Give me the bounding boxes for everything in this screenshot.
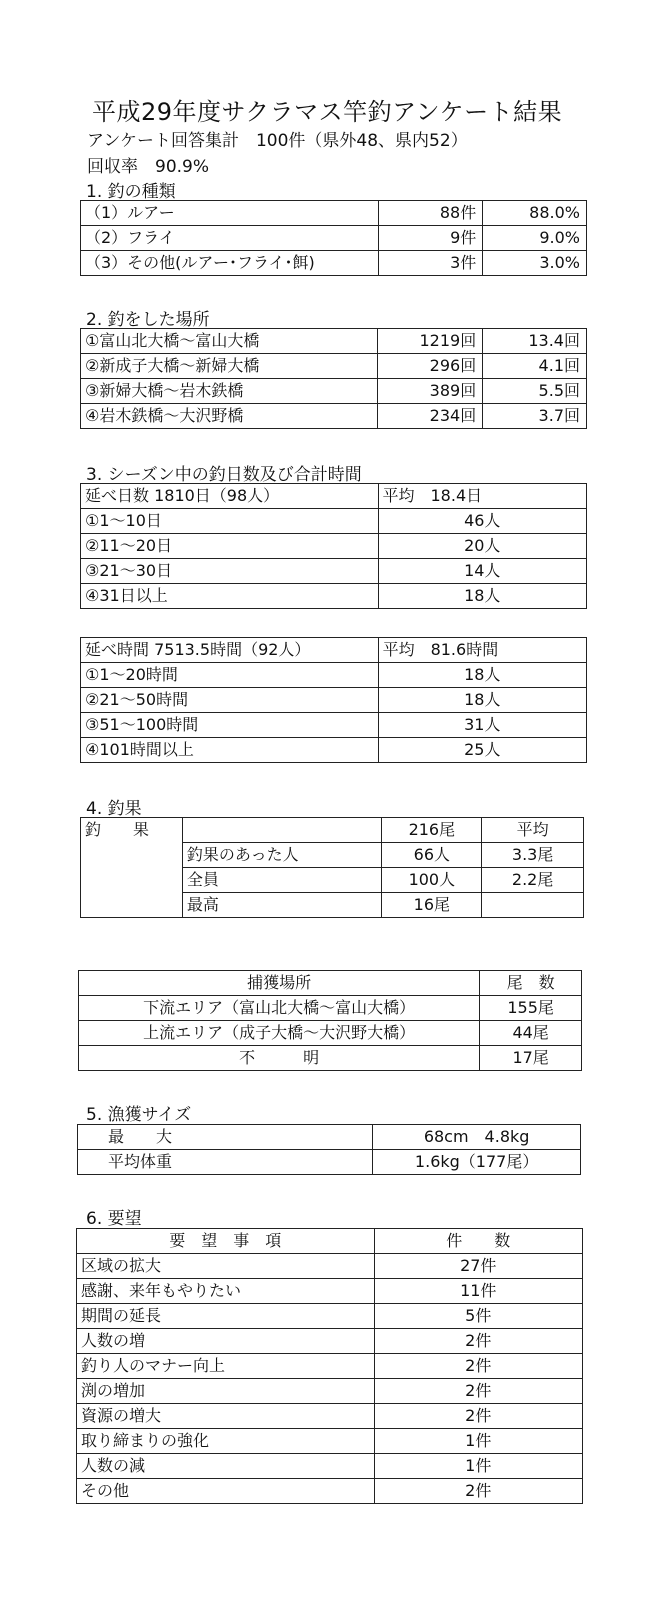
table-row xyxy=(81,713,587,738)
table-header-row xyxy=(81,638,587,663)
table-row xyxy=(77,1304,583,1329)
row-label: ②21～50時間 xyxy=(81,688,379,713)
row-label: 資源の増大 xyxy=(77,1404,375,1429)
row-label: 人数の減 xyxy=(77,1454,375,1479)
table-row xyxy=(79,1046,582,1071)
row-value: 1件 xyxy=(374,1429,583,1454)
row-value: 46人 xyxy=(378,509,587,534)
row-value: 25人 xyxy=(378,738,586,763)
page-title: 平成29年度サクラマス竿釣アンケート結果 xyxy=(92,98,563,126)
table-row xyxy=(79,996,582,1021)
row-value: 1件 xyxy=(374,1454,583,1479)
table-row xyxy=(81,329,587,354)
table-row xyxy=(81,559,587,584)
row-value: 2件 xyxy=(374,1329,583,1354)
row-value: 14人 xyxy=(378,559,587,584)
row-label: 平均体重 xyxy=(78,1150,373,1175)
table-row xyxy=(81,584,587,609)
row-average: 2.2尾 xyxy=(482,868,584,893)
table-row xyxy=(81,534,587,559)
row-label: 釣り人のマナー向上 xyxy=(77,1354,375,1379)
table-row xyxy=(81,688,587,713)
row-label: 渕の増加 xyxy=(77,1379,375,1404)
row-label: 釣果のあった人 xyxy=(182,843,382,868)
table-row xyxy=(77,1279,583,1304)
row-count: 3件 xyxy=(378,251,483,276)
table-row xyxy=(77,1454,583,1479)
row-value: 11件 xyxy=(374,1279,583,1304)
row-label: ④101時間以上 xyxy=(81,738,379,763)
row-percent: 88.0% xyxy=(483,201,587,226)
row-label: ②新成子大橋～新婦大橋 xyxy=(81,354,378,379)
count-header: 尾 数 xyxy=(480,971,582,996)
row-label: 最 大 xyxy=(78,1125,373,1150)
row-average xyxy=(482,893,584,918)
table-row xyxy=(81,663,587,688)
summary-line: アンケート回答集計 100件（県外48、県内52） xyxy=(87,131,468,151)
row-label: ③新婦大橋～岩木鉄橋 xyxy=(81,379,378,404)
table-row xyxy=(81,251,587,276)
table-row xyxy=(81,868,584,893)
row-percent: 9.0% xyxy=(483,226,587,251)
fishing-place-table xyxy=(80,328,587,429)
row-value: 66人 xyxy=(382,843,482,868)
row-value: 2件 xyxy=(374,1379,583,1404)
row-average: 3.3尾 xyxy=(482,843,584,868)
row-label: （2）フライ xyxy=(81,226,379,251)
section-4-heading: 4. 釣果 xyxy=(86,799,142,819)
row-count: 9件 xyxy=(378,226,483,251)
capture-place-table xyxy=(78,970,582,1071)
row-label: 最高 xyxy=(182,893,382,918)
row-value: 16尾 xyxy=(382,893,482,918)
row-label: ③51～100時間 xyxy=(81,713,379,738)
row-label: 人数の増 xyxy=(77,1329,375,1354)
row-label: ①1～20時間 xyxy=(81,663,379,688)
catch-table xyxy=(80,817,584,918)
section-1-heading: 1. 釣の種類 xyxy=(86,182,176,202)
count-header: 件 数 xyxy=(374,1229,583,1254)
row-label: 取り締まりの強化 xyxy=(77,1429,375,1454)
row-average: 13.4回 xyxy=(483,329,587,354)
row-label: 不 明 xyxy=(79,1046,480,1071)
row-label: 全員 xyxy=(182,868,382,893)
row-percent: 3.0% xyxy=(483,251,587,276)
row-value: 100人 xyxy=(382,868,482,893)
days-average: 平均 18.4日 xyxy=(378,484,587,509)
requests-table xyxy=(76,1228,583,1504)
row-label: （1）ルアー xyxy=(81,201,379,226)
row-value: 155尾 xyxy=(480,996,582,1021)
table-row xyxy=(78,1150,581,1175)
row-value: 20人 xyxy=(378,534,587,559)
place-header: 捕獲場所 xyxy=(79,971,480,996)
row-value: 2件 xyxy=(374,1404,583,1429)
row-label: ④31日以上 xyxy=(81,584,379,609)
days-total: 延べ日数 1810日（98人） xyxy=(81,484,379,509)
table-row xyxy=(81,843,584,868)
table-header-row xyxy=(79,971,582,996)
row-label: 下流エリア（富山北大橋～富山大橋） xyxy=(79,996,480,1021)
row-label: ①1～10日 xyxy=(81,509,379,534)
table-header-row xyxy=(81,484,587,509)
row-average: 3.7回 xyxy=(483,404,587,429)
table-row xyxy=(81,226,587,251)
row-label: ③21～30日 xyxy=(81,559,379,584)
row-value: 27件 xyxy=(374,1254,583,1279)
row-value: 18人 xyxy=(378,584,587,609)
table-row xyxy=(79,1021,582,1046)
table-header-row xyxy=(81,818,584,843)
row-value: 31人 xyxy=(378,713,586,738)
table-row xyxy=(77,1479,583,1504)
fishing-hours-table xyxy=(80,637,587,763)
table-row xyxy=(77,1354,583,1379)
table-row xyxy=(77,1379,583,1404)
hours-total: 延べ時間 7513.5時間（92人） xyxy=(81,638,379,663)
row-value: 2件 xyxy=(374,1479,583,1504)
table-row xyxy=(81,201,587,226)
row-value: 1.6kg（177尾） xyxy=(373,1150,581,1175)
table-row xyxy=(78,1125,581,1150)
table-row xyxy=(81,379,587,404)
row-label: （3）その他(ルアー･フライ･餌) xyxy=(81,251,379,276)
row-count: 1219回 xyxy=(378,329,483,354)
catch-label: 釣 果 xyxy=(81,818,183,843)
table-row xyxy=(81,509,587,534)
row-count: 88件 xyxy=(378,201,483,226)
row-value: 68cm 4.8kg xyxy=(373,1125,581,1150)
row-value: 44尾 xyxy=(480,1021,582,1046)
row-label: その他 xyxy=(77,1479,375,1504)
table-row xyxy=(81,738,587,763)
row-value: 17尾 xyxy=(480,1046,582,1071)
catch-average-label: 平均 xyxy=(482,818,584,843)
row-count: 234回 xyxy=(378,404,483,429)
section-5-heading: 5. 漁獲サイズ xyxy=(86,1105,192,1125)
table-header-row xyxy=(77,1229,583,1254)
table-row xyxy=(81,354,587,379)
row-label: ④岩木鉄橋～大沢野橋 xyxy=(81,404,378,429)
row-average: 4.1回 xyxy=(483,354,587,379)
fishing-type-table xyxy=(80,200,587,276)
fishing-days-table xyxy=(80,483,587,609)
table-row xyxy=(77,1329,583,1354)
section-6-heading: 6. 要望 xyxy=(86,1209,142,1229)
row-average: 5.5回 xyxy=(483,379,587,404)
row-label: 期間の延長 xyxy=(77,1304,375,1329)
row-label: 感謝、来年もやりたい xyxy=(77,1279,375,1304)
row-value: 2件 xyxy=(374,1354,583,1379)
table-row xyxy=(77,1404,583,1429)
catch-total: 216尾 xyxy=(382,818,482,843)
row-count: 296回 xyxy=(378,354,483,379)
row-label: ②11～20日 xyxy=(81,534,379,559)
section-2-heading: 2. 釣をした場所 xyxy=(86,310,210,330)
row-label: 上流エリア（成子大橋～大沢野大橋） xyxy=(79,1021,480,1046)
row-value: 18人 xyxy=(378,688,586,713)
table-row xyxy=(77,1254,583,1279)
hours-average: 平均 81.6時間 xyxy=(378,638,586,663)
row-count: 389回 xyxy=(378,379,483,404)
row-value: 5件 xyxy=(374,1304,583,1329)
recovery-line: 回収率 90.9% xyxy=(87,157,210,177)
item-header: 要 望 事 項 xyxy=(77,1229,375,1254)
table-row xyxy=(77,1429,583,1454)
row-value: 18人 xyxy=(378,663,586,688)
catch-size-table xyxy=(77,1124,581,1175)
section-3-heading: 3. シーズン中の釣日数及び合計時間 xyxy=(86,465,362,485)
table-row xyxy=(81,404,587,429)
row-label: ①富山北大橋～富山大橋 xyxy=(81,329,378,354)
table-row xyxy=(81,893,584,918)
row-label: 区域の拡大 xyxy=(77,1254,375,1279)
